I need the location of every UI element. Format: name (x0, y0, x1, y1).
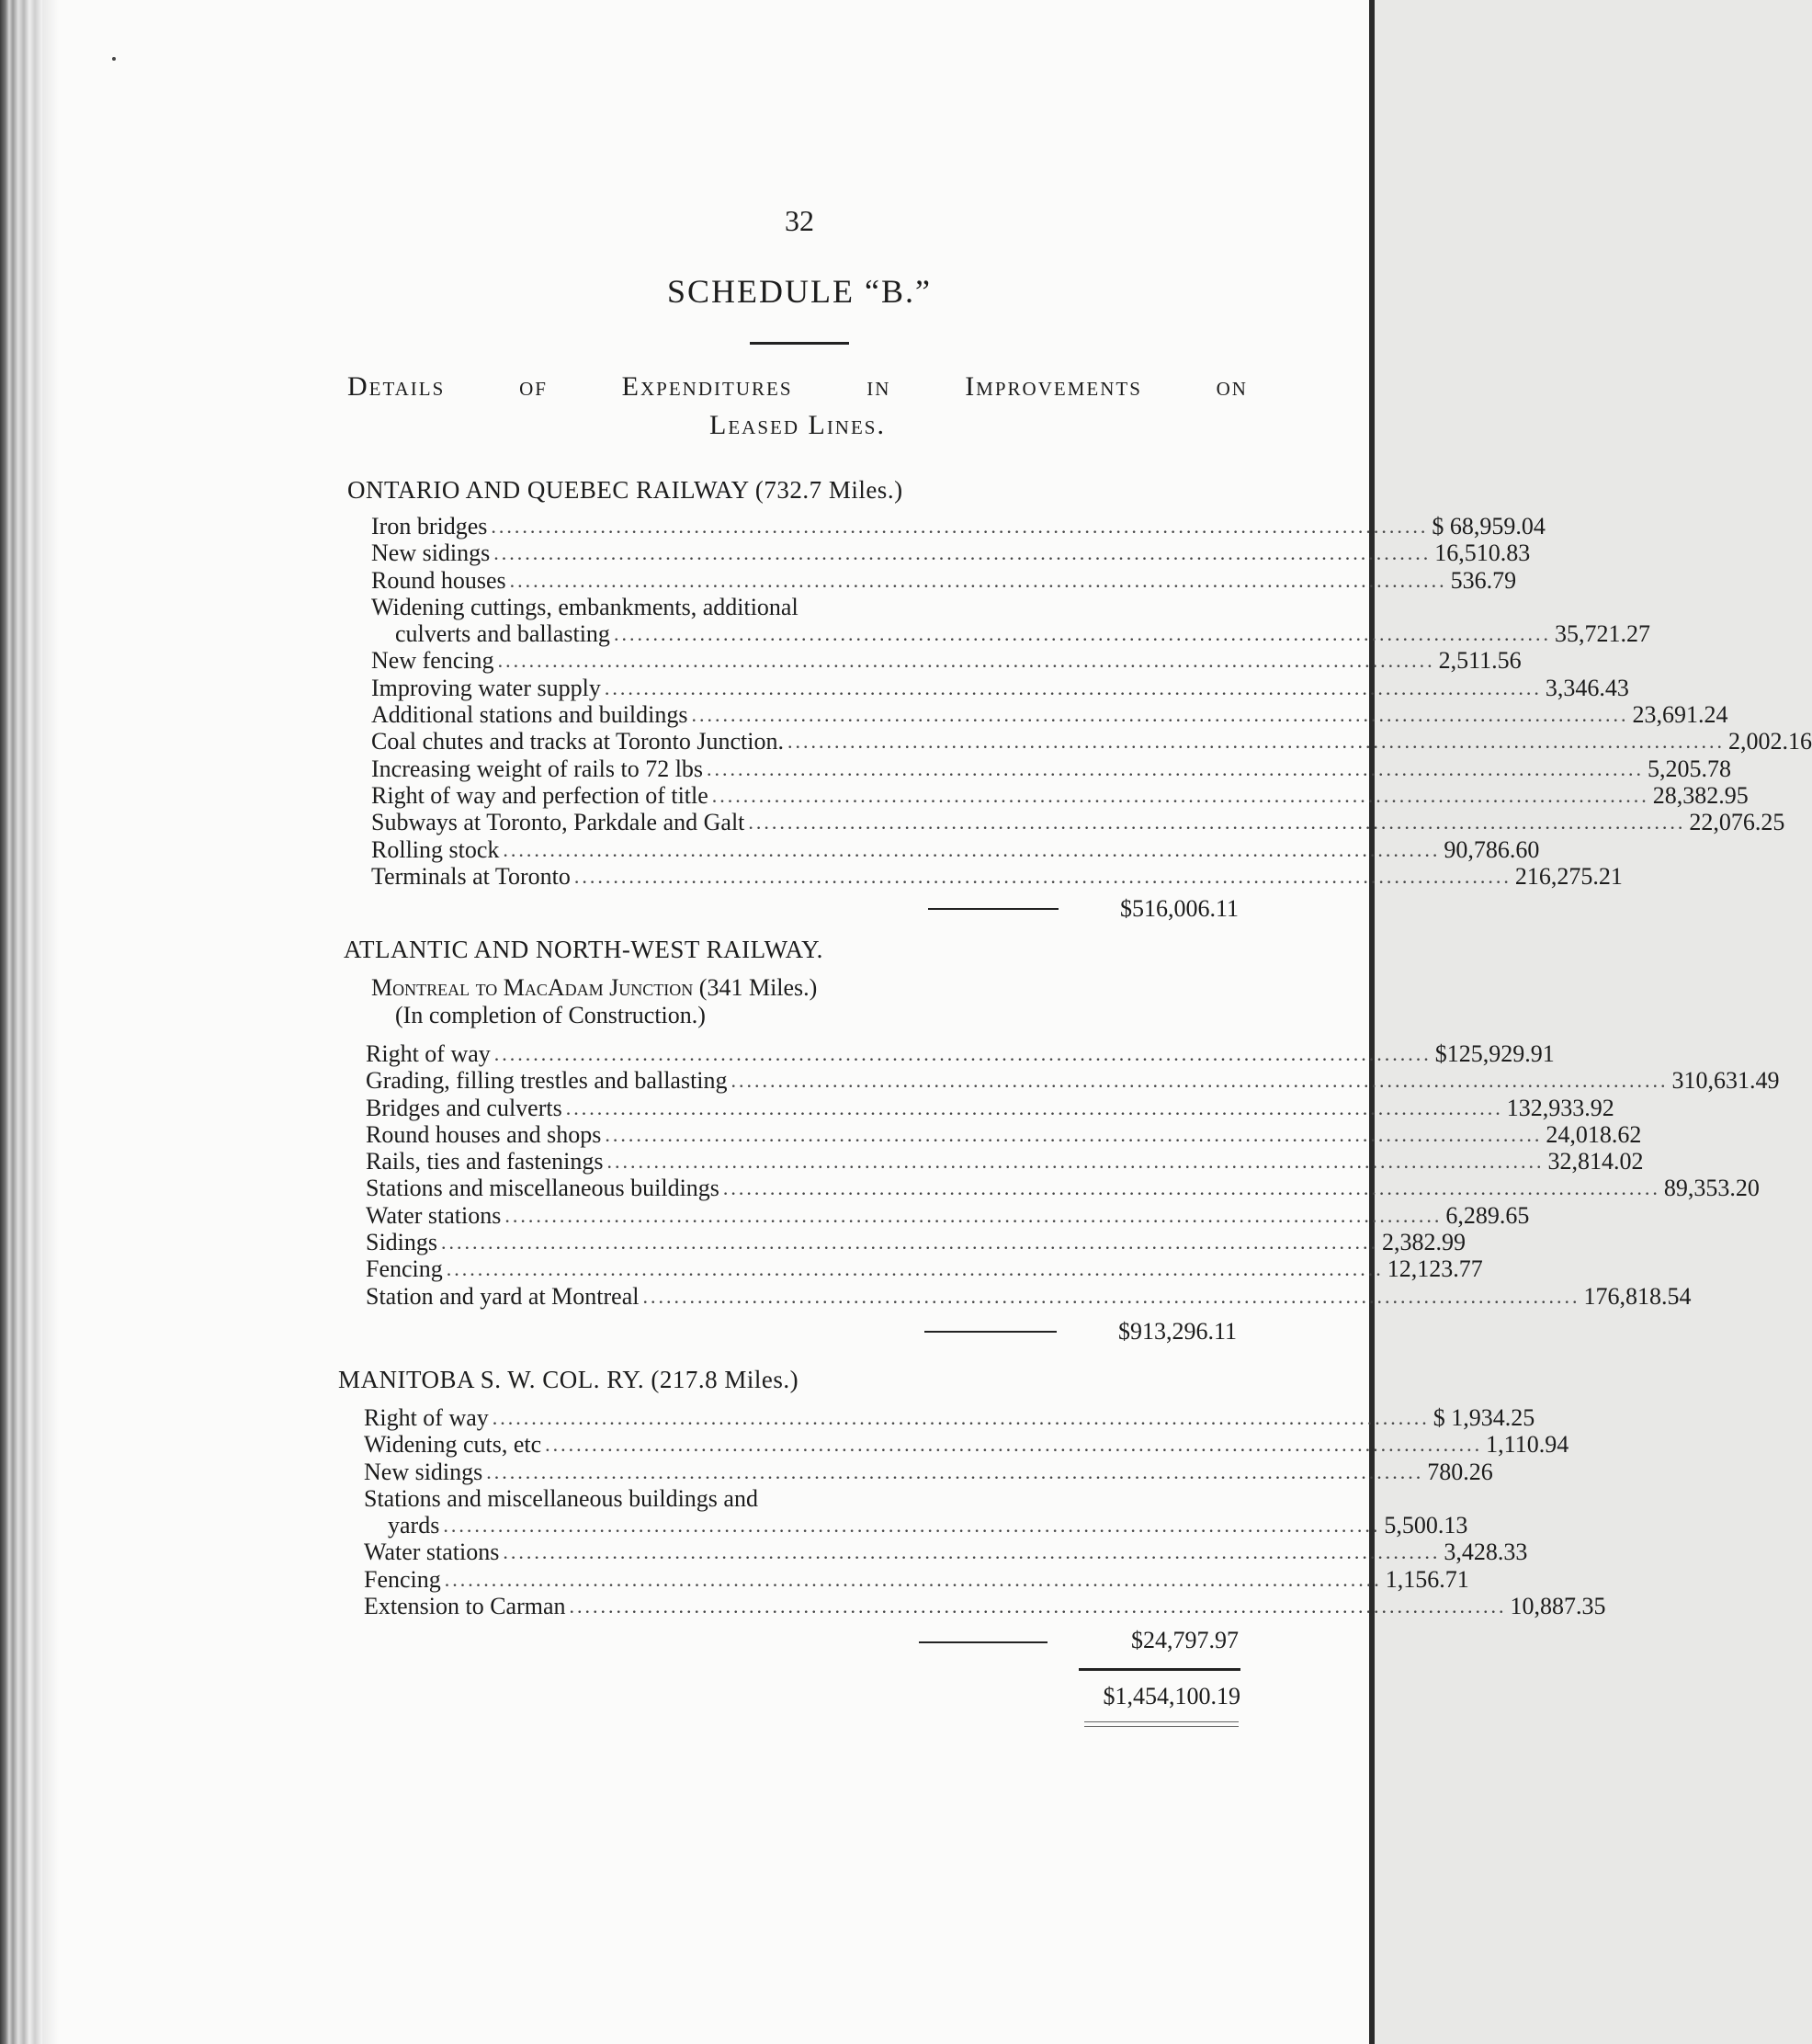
item-amount: 2,002.16 (1728, 728, 1812, 755)
subtotal-rule (919, 1641, 1048, 1643)
line-item (371, 647, 1522, 675)
item-label: Coal chutes and tracks at Toronto Junction. (371, 728, 784, 755)
item-amount: 132,933.92 (1506, 1094, 1614, 1121)
item-label: Stations and miscellaneous buildings and (364, 1484, 758, 1512)
leader-dots: ........................................................................................................................ (504, 1203, 1443, 1227)
item-label: Terminals at Toronto (371, 862, 571, 890)
line-item (366, 1040, 1555, 1067)
line-item (364, 1539, 1528, 1566)
line-item (364, 1565, 1469, 1593)
leader-dots: ........................................................................................................................ (486, 1459, 1424, 1483)
section-title-ontario-quebec: ONTARIO AND QUEBEC RAILWAY (732.7 Miles.) (347, 476, 903, 504)
item-label: Water stations (364, 1539, 500, 1566)
item-amount: 2,382.99 (1382, 1229, 1467, 1256)
line-item (371, 620, 1650, 648)
line-item (371, 539, 1531, 567)
leader-dots: ........................................................................................................................ (707, 756, 1645, 780)
heading-word: on (1216, 371, 1248, 402)
line-item (371, 513, 1546, 539)
item-amount: 32,814.02 (1547, 1148, 1644, 1175)
item-label: Widening cuttings, embankments, additional (371, 593, 798, 620)
heading-line-1 (347, 371, 1248, 403)
line-item (364, 1485, 1059, 1512)
item-label: New fencing (371, 647, 494, 675)
leader-dots: ........................................................................................................................ (509, 568, 1447, 592)
item-amount: 310,631.49 (1671, 1067, 1780, 1095)
item-amount: 22,076.25 (1689, 809, 1785, 836)
heading-word: Improvements (965, 371, 1142, 402)
leader-dots: ........................................................................................................................ (545, 1433, 1483, 1457)
leader-dots: ........................................................................................................................ (748, 811, 1686, 835)
leader-dots: ........................................................................................................................ (711, 783, 1649, 807)
item-label: Stations and miscellaneous buildings (366, 1175, 719, 1202)
item-amount: 6,289.65 (1445, 1201, 1530, 1229)
item-amount: 24,018.62 (1546, 1120, 1642, 1148)
leader-dots: ........................................................................................................................ (569, 1595, 1507, 1618)
item-amount: 216,275.21 (1514, 862, 1623, 890)
line-item (364, 1404, 1535, 1431)
item-amount: 35,721.27 (1554, 620, 1650, 648)
leader-dots: ........................................................................................................................ (730, 1069, 1669, 1093)
item-label: Right of way and perfection of title (371, 781, 708, 809)
grand-total-underline (1084, 1721, 1239, 1722)
section-subtitle-route (371, 974, 817, 1002)
line-item (366, 1201, 1530, 1229)
item-amount: 2,511.56 (1438, 647, 1522, 675)
leader-dots: ........................................................................................................................ (444, 1567, 1382, 1591)
item-label: Round houses and shops (366, 1120, 602, 1148)
leader-dots: ........................................................................................................................ (503, 837, 1441, 861)
leader-dots: ........................................................................................................................ (493, 1042, 1432, 1065)
item-amount: 28,382.95 (1652, 781, 1749, 809)
page-number: 32 (785, 204, 814, 237)
item-label: Fencing (366, 1255, 443, 1283)
line-item (371, 728, 1812, 755)
item-label: New sidings (371, 539, 491, 567)
grand-total-underline (1084, 1726, 1239, 1727)
line-item (366, 1067, 1780, 1095)
route-name: Montreal to MacAdam Junction (371, 974, 694, 1001)
item-label: Iron bridges (371, 513, 488, 539)
line-item (366, 1148, 1644, 1175)
item-label: culverts and ballasting (395, 620, 610, 648)
leader-dots: ........................................................................................................................ (493, 541, 1432, 565)
line-item (371, 835, 1540, 863)
speck-mark (112, 57, 116, 61)
item-amount: 23,691.24 (1632, 701, 1728, 729)
leader-dots: ........................................................................................................................ (606, 1150, 1545, 1174)
section-total-atlantic-northwest: $913,296.11 (1117, 1318, 1237, 1345)
item-label: Grading, filling trestles and ballasting (366, 1067, 728, 1095)
item-label: Water stations (366, 1201, 502, 1229)
item-label: Extension to Carman (364, 1593, 566, 1620)
item-label: Subways at Toronto, Parkdale and Galt (371, 809, 745, 836)
leader-dots: ........................................................................................................................ (605, 1122, 1543, 1146)
grand-total: $1,454,100.19 (1103, 1683, 1240, 1709)
subtotal-rule (924, 1331, 1057, 1333)
leader-dots: ........................................................................................................................ (565, 1096, 1503, 1119)
line-item (371, 594, 1066, 620)
leader-dots: ........................................................................................................................ (691, 703, 1629, 727)
heading-line-2: Leased Lines. (709, 410, 886, 440)
item-amount: 5,205.78 (1648, 755, 1732, 782)
leader-dots: ........................................................................................................................ (497, 649, 1435, 673)
leader-dots: ........................................................................................................................ (492, 1406, 1430, 1429)
line-item (366, 1282, 1692, 1310)
item-label: Additional stations and buildings (371, 701, 688, 729)
line-item (366, 1229, 1467, 1256)
item-label: Right of way (366, 1040, 491, 1067)
item-amount: $ 68,959.04 (1432, 513, 1546, 539)
item-amount: 176,818.54 (1583, 1282, 1692, 1310)
section-total-ontario-quebec: $516,006.11 (1119, 895, 1239, 922)
item-amount: 90,786.60 (1444, 835, 1540, 863)
line-item (364, 1593, 1606, 1620)
heading-word: of (519, 371, 548, 402)
line-item (364, 1512, 1468, 1539)
item-amount: 10,887.35 (1510, 1593, 1606, 1620)
leader-dots: ........................................................................................................................ (722, 1176, 1660, 1200)
schedule-title: SCHEDULE “B.” (667, 273, 932, 310)
item-amount: $ 1,934.25 (1433, 1404, 1535, 1431)
book-spine (0, 0, 42, 2044)
item-amount: 3,428.33 (1444, 1539, 1528, 1566)
line-item (371, 809, 1785, 836)
line-item (371, 755, 1732, 782)
line-item (366, 1255, 1483, 1283)
item-amount: 3,346.43 (1545, 674, 1629, 701)
leader-dots: ........................................................................................................................ (446, 1257, 1384, 1281)
item-label: yards (388, 1512, 440, 1539)
line-item (371, 674, 1629, 701)
item-amount: 5,500.13 (1384, 1512, 1468, 1539)
item-label: Right of way (364, 1404, 489, 1431)
subtotal-rule (928, 908, 1059, 910)
page-edge (1369, 0, 1375, 2044)
item-label: Station and yard at Montreal (366, 1282, 640, 1310)
leader-dots: ........................................................................................................................ (443, 1514, 1381, 1538)
leader-dots: ........................................................................................................................ (573, 864, 1512, 888)
item-label: Rails, ties and fastenings (366, 1148, 604, 1175)
section-total-manitoba: $24,797.97 (1131, 1627, 1239, 1653)
line-item (371, 566, 1517, 594)
grand-total-rule (1079, 1668, 1240, 1671)
items-manitoba (364, 1404, 1606, 1620)
item-amount: $125,929.91 (1434, 1040, 1555, 1067)
leader-dots: ........................................................................................................................ (642, 1284, 1580, 1308)
items-ontario-quebec (371, 513, 1812, 890)
line-item (366, 1175, 1760, 1202)
item-amount: 12,123.77 (1387, 1255, 1483, 1283)
item-amount: 1,156.71 (1385, 1565, 1469, 1593)
line-item (366, 1094, 1614, 1121)
line-item (364, 1431, 1569, 1459)
leader-dots: ........................................................................................................................ (604, 676, 1542, 699)
leader-dots: ........................................................................................................................ (613, 622, 1551, 646)
page-gutter (42, 0, 59, 2044)
item-label: Rolling stock (371, 835, 500, 863)
item-label: Increasing weight of rails to 72 lbs (371, 755, 704, 782)
line-item (371, 781, 1749, 809)
line-item (366, 1120, 1642, 1148)
line-item (371, 701, 1728, 729)
heading-word: in (866, 371, 891, 402)
title-rule (750, 342, 849, 345)
item-amount: 89,353.20 (1663, 1175, 1760, 1202)
item-amount: 1,110.94 (1486, 1431, 1569, 1459)
item-amount: 780.26 (1427, 1458, 1493, 1485)
item-label: Improving water supply (371, 674, 601, 701)
leader-dots: ........................................................................................................................ (441, 1231, 1379, 1255)
item-amount: 536.79 (1450, 566, 1517, 594)
item-label: Round houses (371, 566, 506, 594)
leader-dots: ........................................................................................................................ (787, 730, 1725, 754)
leader-dots: ........................................................................................................................ (491, 515, 1429, 538)
item-amount: 16,510.83 (1434, 539, 1531, 567)
line-item (371, 862, 1623, 890)
route-miles: (341 Miles.) (698, 974, 818, 1001)
heading-word: Details (347, 371, 446, 402)
item-label: Sidings (366, 1229, 438, 1256)
item-label: Widening cuts, etc (364, 1431, 542, 1459)
item-label: Fencing (364, 1565, 441, 1593)
section-title-atlantic-northwest: ATLANTIC AND NORTH-WEST RAILWAY. (344, 936, 823, 963)
section-subtitle-construction: (In completion of Construction.) (395, 1002, 706, 1028)
item-label: Bridges and culverts (366, 1094, 562, 1121)
line-item (364, 1458, 1493, 1485)
heading-word: Expenditures (621, 371, 793, 402)
section-title-manitoba: MANITOBA S. W. COL. RY. (217.8 Miles.) (338, 1366, 799, 1393)
leader-dots: ........................................................................................................................ (503, 1540, 1441, 1564)
items-atlantic-northwest (366, 1040, 1780, 1310)
item-label: New sidings (364, 1458, 483, 1485)
